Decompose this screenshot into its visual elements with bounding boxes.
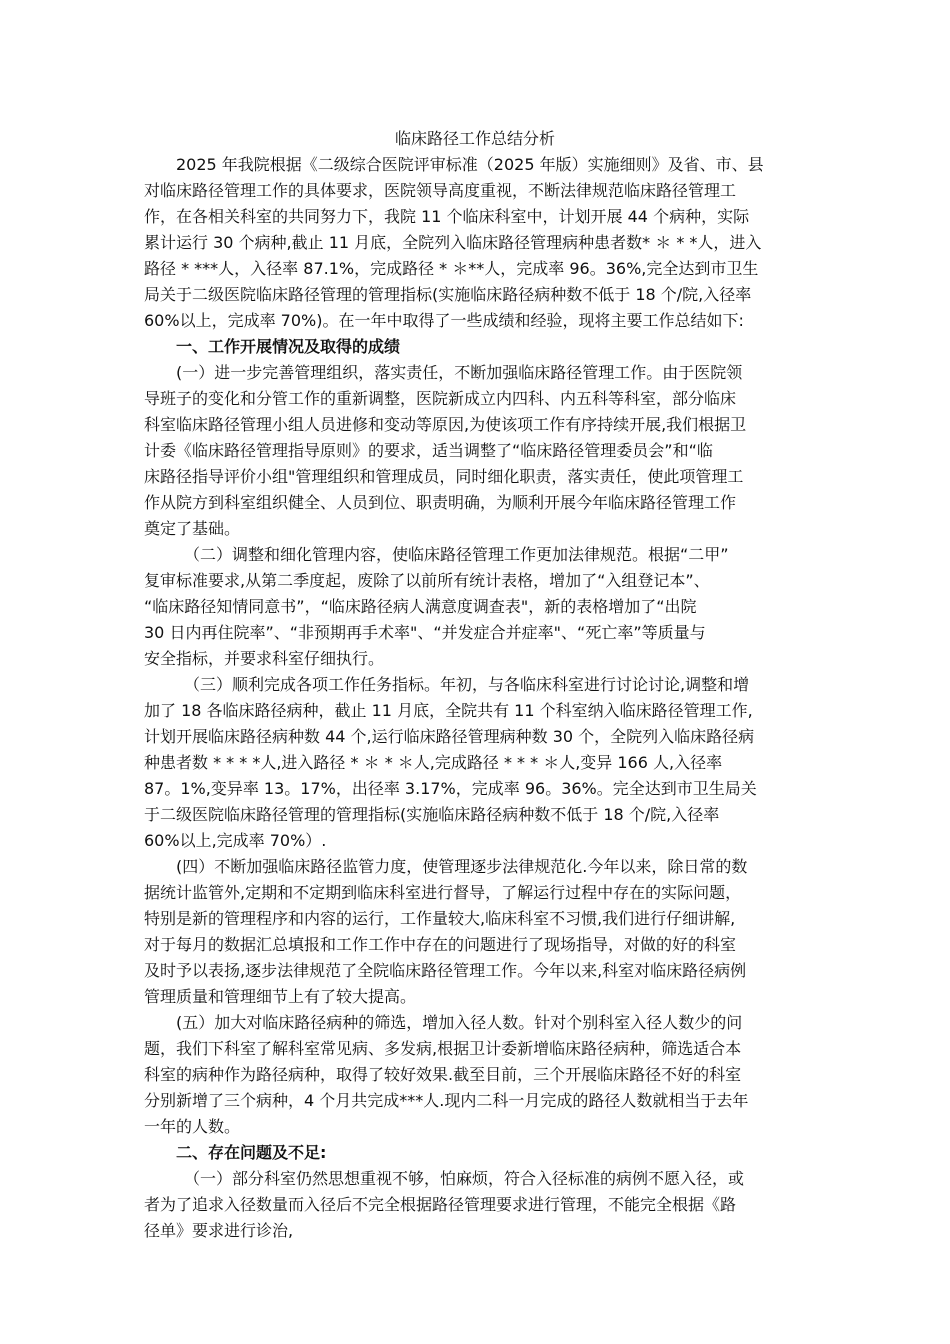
paragraph-line: 作从院方到科室组织健全、人员到位、职责明确，为顺利开展今年临床路径管理工作: [144, 493, 737, 512]
paragraph-line: 科室的病种作为路径病种，取得了较好效果.截至目前，三个开展临床路径不好的科室: [144, 1065, 742, 1084]
paragraph-line: 计划开展临床路径病种数 44 个,运行临床路径管理病种数 30 个，全院列入临床路径病: [144, 727, 755, 746]
paragraph-line: 复审标准要求,从第二季度起，废除了以前所有统计表格，增加了“入组登记本”、: [144, 571, 710, 590]
paragraph-line: “临床路径知情同意书”，“临床路径病人满意度调查表"，新的表格增加了“出院: [144, 597, 697, 616]
paragraph-line: 一年的人数。: [144, 1117, 241, 1136]
paragraph-line: （二）调整和细化管理内容，使临床路径管理工作更加法律规范。根据“二甲”: [184, 545, 729, 564]
paragraph-line: 安全指标，并要求科室仔细执行。: [144, 649, 385, 668]
paragraph-line: 及时予以表扬,逐步法律规范了全院临床路径管理工作。今年以来,科室对临床路径病例: [144, 961, 747, 980]
section-heading: 二、存在问题及不足:: [176, 1143, 327, 1162]
paragraph-line: 导班子的变化和分管工作的重新调整，医院新成立内四科、内五科等科室，部分临床: [144, 389, 737, 408]
paragraph-line: 题，我们下科室了解科室常见病、多发病,根据卫计委新增临床路径病种，筛选适合本: [144, 1039, 742, 1058]
paragraph-line: 于二级医院临床路径管理的管理指标(实施临床路径病种数不低于 18 个/院,入径率: [144, 805, 720, 824]
paragraph-line: 者为了追求入径数量而入径后不完全根据路径管理要求进行管理，不能完全根据《路: [144, 1195, 737, 1214]
paragraph-line: 30 日内再住院率”、“非预期再手术率"、“并发症合并症率"、“死亡率”等质量与: [144, 623, 706, 642]
document-title: 临床路径工作总结分析: [394, 129, 555, 148]
paragraph-line: 作，在各相关科室的共同努力下，我院 11 个临床科室中，计划开展 44 个病种，实际: [144, 207, 750, 226]
paragraph-line: 60%以上,完成率 70%）.: [144, 831, 327, 850]
paragraph-line: (一）进一步完善管理组织，落实责任，不断加强临床路径管理工作。由于医院领: [176, 363, 743, 382]
paragraph-line: 加了 18 各临床路径病种，截止 11 月底，全院共有 11 个科室纳入临床路径管理工作,: [144, 701, 753, 720]
paragraph-line: 科室临床路径管理小组人员进修和变动等原因,为使该项工作有序持续开展,我们根据卫: [144, 415, 747, 434]
paragraph-line: 奠定了基础。: [144, 519, 241, 538]
paragraph-line: 对临床路径管理工作的具体要求，医院领导高度重视，不断法律规范临床路径管理工: [144, 181, 737, 200]
paragraph-line: 种患者数 * * * *人,进入路径 * ＊ * ＊人,完成路径 * * * ＊人,变异 166 人,入径率: [144, 753, 723, 772]
paragraph-line: 60%以上，完成率 70%)。在一年中取得了一些成绩和经验，现将主要工作总结如下:: [144, 311, 744, 330]
paragraph-line: 分别新增了三个病种，4 个月共完成***人.现内二科一月完成的路径人数就相当于去年: [144, 1091, 749, 1110]
paragraph-line: 87。1%,变异率 13。17%，出径率 3.17%，完成率 96。36%。完全达到市卫生局关: [144, 779, 757, 798]
paragraph-line: 累计运行 30 个病种,截止 11 月底，全院列入临床路径管理病种患者数* ＊ * *人，进入: [144, 233, 762, 252]
paragraph-line: 路径 * ***人，入径率 87.1%，完成路径 * ＊**人，完成率 96。36%,完全达到市卫生: [144, 259, 759, 278]
section-heading: 一、工作开展情况及取得的成绩: [176, 337, 401, 356]
paragraph-line: 管理质量和管理细节上有了较大提高。: [144, 987, 417, 1006]
paragraph-line: (五）加大对临床路径病种的筛选，增加入径人数。针对个别科室入径人数少的问: [176, 1013, 743, 1032]
paragraph-line: 局关于二级医院临床路径管理的管理指标(实施临床路径病种数不低于 18 个/院,入径率: [144, 285, 752, 304]
paragraph-line: （一）部分科室仍然思想重视不够，怕麻烦，符合入径标准的病例不愿入径，或: [184, 1169, 745, 1188]
paragraph-line: 径单》要求进行诊治,: [144, 1221, 294, 1240]
paragraph-line: 据统计监管外,定期和不定期到临床科室进行督导，了解运行过程中存在的实际问题，: [144, 883, 742, 902]
paragraph-line: 床路径指导评价小组"管理组织和管理成员，同时细化职责，落实责任，使此项管理工: [144, 467, 744, 486]
paragraph-line: 2025 年我院根据《二级综合医院评审标准（2025 年版）实施细则》及省、市、县: [176, 155, 764, 174]
paragraph-line: 对于每月的数据汇总填报和工作工作中存在的问题进行了现场指导，对做的好的科室: [144, 935, 737, 954]
paragraph-line: 特别是新的管理程序和内容的运行，工作量较大,临床科室不习惯,我们进行仔细讲解,: [144, 909, 736, 928]
paragraph-line: (四）不断加强临床路径监管力度，使管理逐步法律规范化.今年以来，除日常的数: [176, 857, 748, 876]
paragraph-line: 计委《临床路径管理指导原则》的要求，适当调整了“临床路径管理委员会”和“临: [144, 441, 713, 460]
paragraph-line: （三）顺利完成各项工作任务指标。年初，与各临床科室进行讨论讨论,调整和增: [184, 675, 750, 694]
